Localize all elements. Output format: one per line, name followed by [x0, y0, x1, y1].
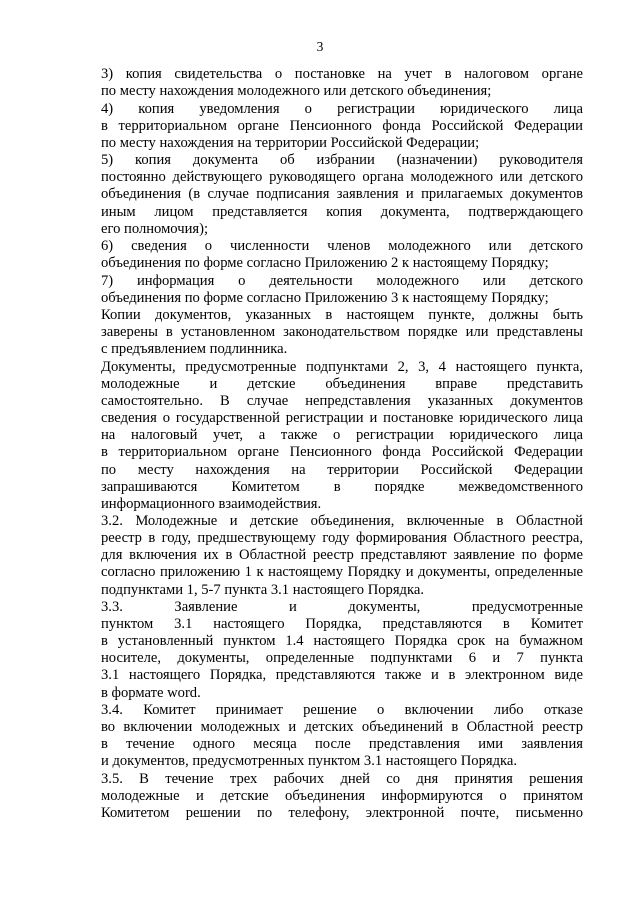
text-line: самостоятельно. В случае непредставления указанных документов	[101, 393, 583, 410]
text-line: 6) сведения о численности членов молодежного или детского	[101, 238, 583, 255]
text-line: сведения о государственной регистрации и постановке юридического лица	[101, 410, 583, 427]
text-line: запрашиваются Комитетом в порядке межведомственного	[101, 478, 583, 495]
text-line: по месту нахождения на территории Российской Федерации	[101, 461, 583, 478]
paragraph	[59, 238, 583, 272]
text-line: 3) копия свидетельства о постановке на учет в налоговом органе	[101, 66, 583, 82]
text-line: Документы, предусмотренные подпунктами 2, 3, 4 настоящего пункта,	[101, 358, 583, 375]
text-line: в формате word.	[101, 684, 201, 701]
paragraph	[59, 771, 583, 822]
text-line: по месту нахождения на территории Российской Федерации;	[101, 134, 480, 151]
text-line: 3.1 настоящего Порядка, представляются также и в электронном виде	[101, 667, 583, 684]
paragraph	[59, 359, 583, 513]
paragraph	[59, 66, 583, 100]
text-line: информационного взаимодействия.	[101, 495, 322, 512]
text-line: Копии документов, указанных в настоящем пункте, должны быть	[101, 307, 583, 324]
text-line: 3.3. Заявление и документы, предусмотренные	[101, 599, 583, 616]
text-line: иным лицом представляется копия документа, подтверждающего	[101, 203, 583, 220]
text-line: на налоговый учет, а также о регистрации юридического лица	[101, 427, 583, 444]
paragraph	[59, 307, 583, 358]
text-line: постоянно действующего руководящего органа молодежного или детского	[101, 169, 583, 186]
paragraph	[59, 101, 583, 152]
text-line: Комитетом решении по телефону, электронной почте, письменно	[101, 804, 583, 821]
paragraph	[59, 599, 583, 702]
paragraph	[59, 513, 583, 598]
text-line: его полномочия);	[101, 220, 209, 237]
text-line: объединения по форме согласно Приложению 3 к настоящему Порядку;	[101, 289, 549, 306]
text-line: в установленный пунктом 1.4 настоящего Порядка срок на бумажном	[101, 633, 583, 650]
text-line: реестр в году, предшествующему году формирования Областного реестра,	[101, 530, 583, 547]
paragraph	[59, 152, 583, 237]
text-line: для включения их в Областной реестр представляют заявление по форме	[101, 547, 583, 564]
document-body	[59, 66, 583, 822]
text-line: согласно приложению 1 к настоящему Порядку и документы, определенные	[101, 564, 583, 581]
text-line: 3.2. Молодежные и детские объединения, включенные в Областной	[101, 513, 583, 530]
text-line: объединения (в случае подписания заявления и прилагаемых документов	[101, 186, 583, 203]
paragraph	[59, 273, 583, 307]
text-line: в территориальном органе Пенсионного фонда Российской Федерации	[101, 117, 583, 134]
text-line: во включении молодежных и детских объединений в Областной реестр	[101, 719, 583, 736]
text-line: пунктом 3.1 настоящего Порядка, представляются в Комитет	[101, 616, 583, 633]
text-line: молодежные и детские объединения вправе представить	[101, 376, 583, 393]
text-line: 3.4. Комитет принимает решение о включении либо отказе	[101, 701, 583, 718]
text-line: молодежные и детские объединения информируются о принятом	[101, 787, 583, 804]
text-line: и документов, предусмотренных пунктом 3.1 настоящего Порядка.	[101, 753, 518, 770]
text-line: подпунктами 1, 5-7 пункта 3.1 настоящего Порядка.	[101, 581, 424, 598]
paragraph	[59, 702, 583, 770]
text-line: по месту нахождения молодежного или детского объединения;	[101, 83, 492, 100]
text-line: в течение одного месяца после представления ими заявления	[101, 736, 583, 753]
page-number: 3	[316, 39, 324, 54]
text-line: 5) копия документа об избрании (назначении) руководителя	[101, 152, 583, 169]
text-line: 7) информация о деятельности молодежного или детского	[101, 272, 583, 289]
text-line: заверены в установленном законодательством порядке или представлены	[101, 324, 583, 341]
text-line: 3.5. В течение трех рабочих дней со дня принятия решения	[101, 770, 583, 787]
text-line: с предъявлением подлинника.	[101, 341, 288, 358]
text-line: 4) копия уведомления о регистрации юридического лица	[101, 100, 583, 117]
text-line: носителе, документы, определенные подпунктами 6 и 7 пункта	[101, 650, 583, 667]
text-line: объединения по форме согласно Приложению 2 к настоящему Порядку;	[101, 255, 549, 272]
text-line: в территориальном органе Пенсионного фонда Российской Федерации	[101, 444, 583, 461]
